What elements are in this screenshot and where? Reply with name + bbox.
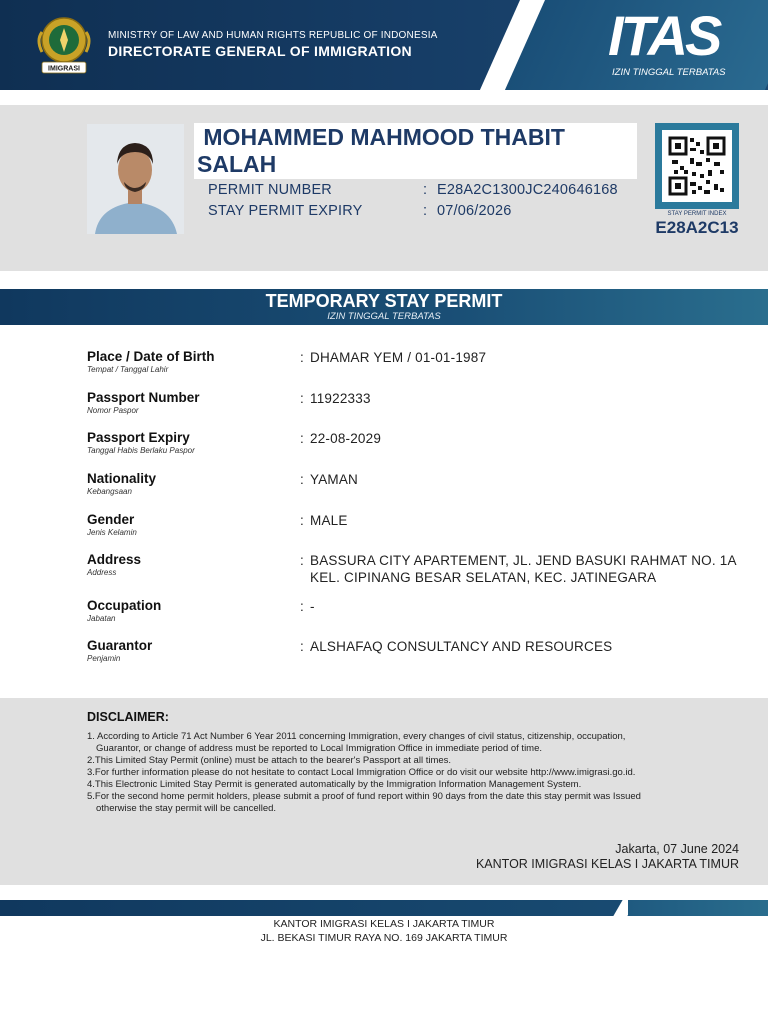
field-sublabel: Jenis Kelamin bbox=[87, 528, 137, 537]
itas-logo-subtitle: IZIN TINGGAL TERBATAS bbox=[612, 67, 726, 78]
disclaimer-text-cont: otherwise the stay permit will be cancelled. bbox=[96, 803, 277, 814]
place-date-of-birth-value: DHAMAR YEM / 01-01-1987 bbox=[310, 350, 487, 365]
disclaimer-title: DISCLAIMER: bbox=[87, 710, 169, 724]
disclaimer-text-cont: Guarantor, or change of address must be reported to Local Immigration Office in immediate period of time. bbox=[96, 743, 543, 754]
field-occupation bbox=[87, 598, 161, 623]
nationality-value: YAMAN bbox=[310, 472, 359, 487]
disclaimer-item bbox=[87, 791, 757, 815]
field-label: Gender bbox=[87, 512, 135, 527]
disclaimer-text: 4.This Electronic Limited Stay Permit is generated automatically by the Immigration Information Management System. bbox=[87, 779, 582, 790]
immigration-emblem-icon bbox=[30, 12, 98, 74]
field-value: : YAMAN bbox=[300, 472, 359, 487]
field-sublabel: Kebangsaan bbox=[87, 487, 132, 496]
field-value: : DHAMAR YEM / 01-01-1987 bbox=[300, 350, 487, 365]
document-title: TEMPORARY STAY PERMIT bbox=[265, 291, 503, 311]
field-label: Place / Date of Birth bbox=[87, 349, 215, 364]
field-value: : MALE bbox=[300, 513, 348, 528]
field-sublabel: Tempat / Tanggal Lahir bbox=[87, 365, 169, 374]
emblem-label: IMIGRASI bbox=[48, 65, 80, 73]
stay-permit-index-label: STAY PERMIT INDEX bbox=[667, 211, 727, 217]
field-label: Passport Expiry bbox=[87, 430, 190, 445]
disclaimer-text: 2.This Limited Stay Permit (online) must be attach to the bearer's Passport at all times. bbox=[87, 755, 452, 766]
field-place-date-of-birth bbox=[87, 349, 215, 374]
footer-accent bbox=[628, 900, 768, 916]
issuing-office: KANTOR IMIGRASI KELAS I JAKARTA TIMUR bbox=[475, 857, 739, 871]
field-address bbox=[87, 552, 141, 577]
field-sublabel: Tanggal Habis Berlaku Paspor bbox=[87, 446, 195, 455]
stay-permit-index-value: E28A2C13 bbox=[655, 218, 739, 237]
issue-place-date: Jakarta, 07 June 2024 bbox=[615, 842, 739, 856]
field-guarantor bbox=[87, 638, 152, 663]
field-value: : 22-08-2029 bbox=[300, 431, 382, 446]
colon: : bbox=[423, 203, 428, 219]
disclaimer-item bbox=[87, 731, 757, 755]
document-subtitle: IZIN TINGGAL TERBATAS bbox=[327, 311, 441, 322]
field-value: : - bbox=[300, 599, 315, 614]
field-label: Guarantor bbox=[87, 638, 153, 653]
qr-code-icon bbox=[662, 130, 732, 202]
stay-permit-expiry-value: 07/06/2026 bbox=[437, 203, 512, 219]
ministry-name: MINISTRY OF LAW AND HUMAN RIGHTS REPUBLIC OF INDONESIA bbox=[108, 30, 438, 41]
field-gender bbox=[87, 512, 137, 537]
permit-number-value: E28A2C1300JC240646168 bbox=[437, 182, 618, 198]
disclaimer-list bbox=[87, 731, 757, 815]
footer-address: JL. BEKASI TIMUR RAYA NO. 169 JAKARTA TIMUR bbox=[260, 932, 508, 944]
disclaimer-item bbox=[87, 779, 757, 791]
field-value: : BASSURA CITY APARTEMENT, JL. JEND BASUKI RAHMAT NO. 1A KEL. CIPINANG BESAR SELATAN, KEC. JATINEGARA bbox=[300, 553, 737, 585]
field-nationality bbox=[87, 471, 156, 496]
disclaimer-item bbox=[87, 767, 757, 779]
field-sublabel: Address bbox=[87, 568, 117, 577]
address-value-line1: BASSURA CITY APARTEMENT, JL. JEND BASUKI RAHMAT NO. 1A bbox=[310, 553, 737, 568]
field-sublabel: Nomor Paspor bbox=[87, 406, 139, 415]
footer-bar bbox=[0, 900, 768, 916]
disclaimer-text: 3.For further information please do not hesitate to contact Local Immigration Office or do visit our website http://www.imigrasi.go.id. bbox=[87, 767, 636, 778]
colon: : bbox=[423, 182, 428, 198]
field-passport-expiry bbox=[87, 430, 195, 455]
stay-permit-expiry-label: STAY PERMIT EXPIRY bbox=[208, 203, 363, 219]
passport-number-value: 11922333 bbox=[310, 391, 371, 406]
passport-expiry-value: 22-08-2029 bbox=[310, 431, 382, 446]
guarantor-value: ALSHAFAQ CONSULTANCY AND RESOURCES bbox=[310, 639, 613, 654]
field-label: Occupation bbox=[87, 598, 162, 613]
qr-code bbox=[655, 123, 739, 209]
disclaimer-text: 1. According to Article 71 Act Number 6 Year 2011 concerning Immigration, every changes of civil status, citizenship, occupation, bbox=[87, 731, 626, 742]
field-sublabel: Penjamin bbox=[87, 654, 121, 663]
gender-value: MALE bbox=[310, 513, 348, 528]
holder-name: MOHAMMED MAHMOOD THABIT SALAH bbox=[194, 123, 637, 179]
itas-logo: ITAS bbox=[608, 4, 720, 67]
field-passport-number bbox=[87, 390, 200, 415]
address-value-line2: KEL. CIPINANG BESAR SELATAN, KEC. JATINEGARA bbox=[310, 570, 657, 585]
field-value: : ALSHAFAQ CONSULTANCY AND RESOURCES bbox=[300, 639, 613, 654]
disclaimer-item bbox=[87, 755, 757, 767]
field-label: Nationality bbox=[87, 471, 157, 486]
permit-number-label: PERMIT NUMBER bbox=[208, 182, 332, 198]
field-label: Address bbox=[87, 552, 142, 567]
holder-photo bbox=[87, 124, 184, 234]
stay-permit-expiry-row bbox=[208, 203, 512, 219]
disclaimer-text: 5.For the second home permit holders, please submit a proof of fund report within 90 days from the date this stay permit was Issued bbox=[87, 791, 641, 802]
field-value: : 11922333 bbox=[300, 391, 371, 406]
occupation-value: - bbox=[310, 599, 315, 614]
footer-office: KANTOR IMIGRASI KELAS I JAKARTA TIMUR bbox=[273, 918, 495, 930]
field-sublabel: Jabatan bbox=[87, 614, 116, 623]
permit-number-row bbox=[208, 182, 618, 198]
field-label: Passport Number bbox=[87, 390, 200, 405]
directorate-name: DIRECTORATE GENERAL OF IMMIGRATION bbox=[108, 43, 412, 59]
